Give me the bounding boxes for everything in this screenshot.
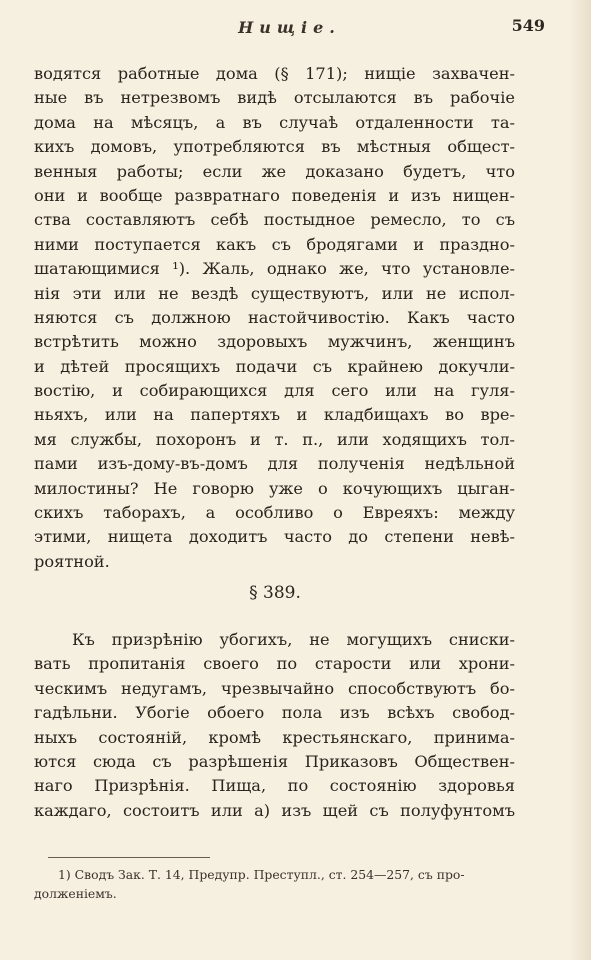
text-line: ные въ нетрезвомъ видѣ отсылаются въ рабочіе — [34, 88, 515, 108]
text-line: няются съ должною настойчивостію. Какъ часто — [34, 307, 515, 327]
text-line: востію, и собирающихся для сего или на гуля- — [34, 381, 515, 401]
text-line: ства составляютъ себѣ постыдное ремесло, то съ — [34, 210, 515, 230]
text-line: каждаго, состоитъ или а) изъ щей съ полуфунтомъ — [34, 800, 515, 820]
paragraph-section-389 — [34, 628, 515, 823]
footnote-line: 1) Сводъ Зак. Т. 14, Предупр. Преступл., ст. 254—257, съ про- — [58, 867, 465, 882]
text-line: нія эти или не вездѣ существуютъ, или не испол- — [34, 283, 515, 303]
text-line: шатающимися ¹). Жаль, однако же, что установле- — [34, 259, 515, 279]
running-title: Нищіе. — [238, 18, 341, 37]
text-line: милостины? Не говорю уже о кочующихъ цыган- — [34, 478, 515, 498]
text-line: ними поступается какъ съ бродягами и праздно- — [34, 234, 515, 254]
text-line: и дѣтей просящихъ подачи съ крайнею докучли- — [34, 356, 515, 376]
text-line: встрѣтить можно здоровыхъ мужчинъ, женщинъ — [34, 332, 515, 352]
text-line: вать пропитанія своего по старости или хрони- — [34, 654, 515, 674]
text-line: мя службы, похоронъ и т. п., или ходящихъ тол- — [34, 429, 515, 449]
text-line: гадѣльни. Убогіе обоего пола изъ всѣхъ свобод- — [34, 703, 515, 723]
text-line: они и вообще развратнаго поведенія и изъ нищен- — [34, 185, 515, 205]
section-heading: § 389. — [249, 583, 301, 603]
text-line: ются сюда съ разрѣшенія Приказовъ Обществен- — [34, 751, 515, 771]
footnotes — [34, 865, 515, 903]
text-line: ныхъ состояній, кромѣ крестьянскаго, принима- — [34, 727, 515, 747]
page-header — [34, 16, 545, 40]
text-line: ньяхъ, или на папертяхъ и кладбищахъ во вре- — [34, 405, 515, 425]
text-line: пами изъ-дому-въ-домъ для полученія недѣльной — [34, 454, 515, 474]
paragraph-continued — [34, 62, 515, 574]
text-line: роятной. — [34, 551, 110, 571]
text-line: этими, нищета доходитъ часто до степени невѣ- — [34, 527, 515, 547]
text-line: водятся работные дома (§ 171); нищіе захвачен- — [34, 64, 515, 83]
page-number: 549 — [511, 16, 545, 35]
text-line: скихъ таборахъ, а особливо о Евреяхъ: между — [34, 503, 515, 523]
text-line: дома на мѣсяцъ, а въ случаѣ отдаленности та- — [34, 112, 515, 132]
footnote-divider — [48, 857, 210, 858]
text-line: кихъ домовъ, употребляются въ мѣстныя общест- — [34, 137, 515, 157]
text-line: Къ призрѣнію убогихъ, не могущихъ сниски- — [72, 630, 515, 649]
text-line: ческимъ недугамъ, чрезвычайно способствуютъ бо- — [34, 678, 515, 698]
page-edge-shading — [569, 0, 591, 960]
text-line: наго Призрѣнія. Пища, по состоянію здоровья — [34, 776, 515, 796]
text-line: венныя работы; если же доказано будетъ, что — [34, 161, 515, 181]
footnote-line: долженіемъ. — [34, 886, 117, 901]
